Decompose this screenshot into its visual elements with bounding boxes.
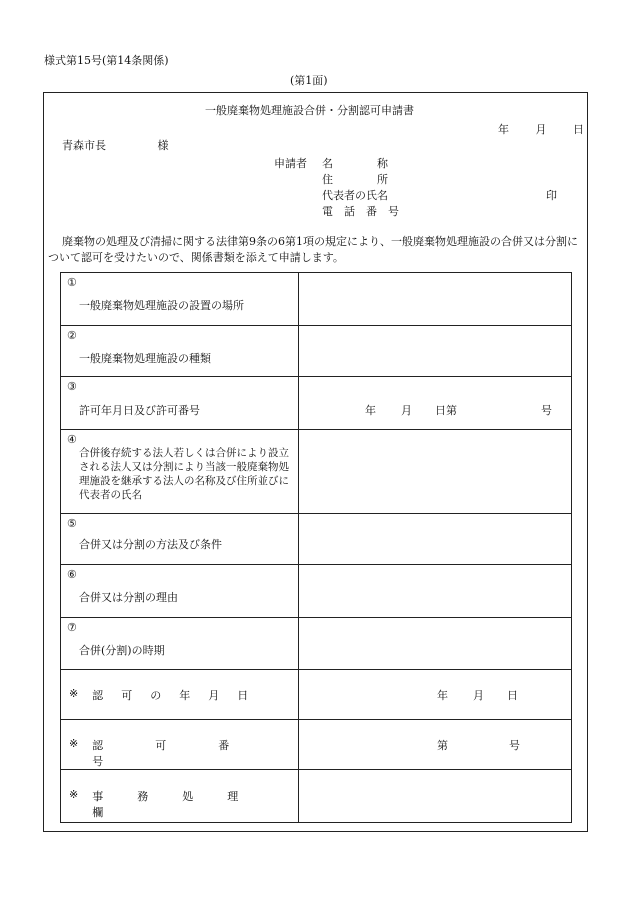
row-value-cell[interactable]	[299, 618, 571, 669]
addressee	[62, 137, 169, 153]
office-label-text: 認可の年月日	[92, 689, 267, 702]
row-number: ⑤	[67, 517, 77, 530]
applicant-field-phone: 電 話 番 号	[322, 205, 399, 218]
row-value-cell[interactable]	[299, 377, 571, 429]
office-value-cell	[299, 720, 571, 769]
applicant-field-name: 名 称	[322, 157, 388, 170]
office-row	[61, 770, 571, 822]
office-value-cell	[299, 770, 571, 822]
row-label: 一般廃棄物処理施設の設置の場所	[79, 299, 244, 312]
office-label	[69, 788, 292, 820]
row-label-cell	[61, 273, 299, 325]
row-label: 一般廃棄物処理施設の種類	[79, 352, 211, 365]
addressee-name: 青森市長	[62, 139, 106, 152]
date-year: 年	[498, 123, 509, 136]
applicant-label: 申請者	[274, 157, 307, 170]
table-row	[61, 430, 571, 514]
row-label: 合併又は分割の理由	[79, 591, 178, 604]
body-text: 廃棄物の処理及び清掃に関する法律第9条の6第1項の規定により、一般廃棄物処理施設の合併又は分割について認可を受けたいので、関係書類を添えて申請します。	[48, 235, 578, 264]
form-number: 様式第15号(第14条関係)	[44, 54, 169, 67]
row-value-cell[interactable]	[299, 273, 571, 325]
date-line	[498, 121, 584, 137]
table-row	[61, 565, 571, 618]
row-label: 合併後存続する法人若しくは合併により設立される法人又は分割により当該一般廃棄物処理施設を継承する法人の名称及び住所並びに代表者の氏名	[79, 447, 289, 501]
approval-year: 年	[437, 689, 448, 702]
approval-no-prefix: 第	[437, 739, 448, 752]
form-title: 一般廃棄物処理施設合併・分割認可申請書	[205, 104, 414, 117]
seal-mark: 印	[546, 189, 557, 202]
office-label-cell	[61, 720, 299, 769]
row-number: ③	[67, 380, 77, 393]
row-value-cell[interactable]	[299, 430, 571, 513]
row-value-cell[interactable]	[299, 565, 571, 617]
office-row	[61, 670, 571, 720]
office-label-text: 事務処理欄	[92, 790, 273, 819]
row-label-cell	[61, 326, 299, 376]
office-label	[69, 687, 292, 703]
row-label-cell	[61, 377, 299, 429]
office-label-text: 認可番号	[92, 739, 282, 768]
permit-month: 月	[401, 404, 412, 417]
row-label-cell	[61, 514, 299, 564]
row-number: ⑥	[67, 568, 77, 581]
row-value-cell[interactable]	[299, 326, 571, 376]
row-number: ①	[67, 276, 77, 289]
row-value-cell[interactable]	[299, 514, 571, 564]
application-table	[60, 272, 572, 823]
table-row	[61, 377, 571, 430]
office-mark: ※	[69, 788, 79, 801]
applicant-field-representative: 代表者の氏名	[322, 189, 388, 202]
office-label-cell	[61, 670, 299, 719]
office-row	[61, 720, 571, 770]
table-row	[61, 618, 571, 670]
page-label: (第1面)	[290, 74, 328, 87]
table-row	[61, 514, 571, 565]
row-label-cell	[61, 618, 299, 669]
permit-number: 号	[541, 404, 552, 417]
office-mark: ※	[69, 737, 79, 750]
row-number: ④	[67, 433, 77, 446]
office-label	[69, 737, 292, 769]
office-value-cell	[299, 670, 571, 719]
table-row	[61, 326, 571, 377]
approval-no-suffix: 号	[509, 739, 520, 752]
date-day: 日	[573, 123, 584, 136]
approval-month: 月	[473, 689, 484, 702]
row-label-cell	[61, 430, 299, 513]
office-label-cell	[61, 770, 299, 822]
approval-day: 日	[507, 689, 518, 702]
row-label: 合併又は分割の方法及び条件	[79, 538, 222, 551]
row-label: 合併(分割)の時期	[79, 644, 165, 657]
permit-year: 年	[365, 404, 376, 417]
row-number: ⑦	[67, 621, 77, 634]
row-label: 許可年月日及び許可番号	[79, 404, 200, 417]
date-month: 月	[535, 123, 547, 136]
applicant-field-address: 住 所	[322, 173, 388, 186]
permit-day-no: 日第	[435, 404, 457, 417]
table-row	[61, 273, 571, 326]
addressee-honorific: 様	[157, 139, 169, 152]
row-label-cell	[61, 565, 299, 617]
row-number: ②	[67, 329, 77, 342]
office-mark: ※	[69, 687, 79, 700]
